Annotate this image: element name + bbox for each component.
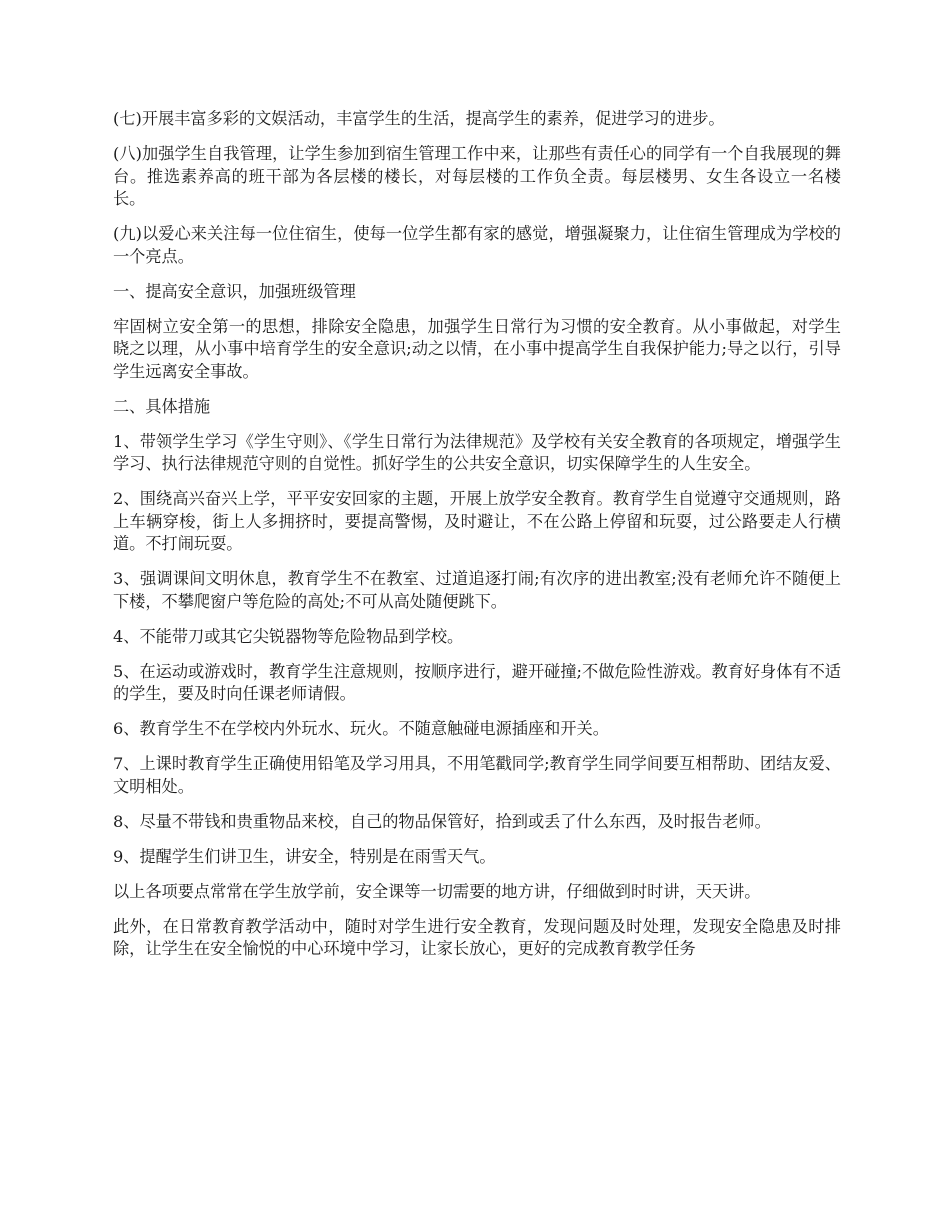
measure-item-7: 7、上课时教育学生正确使用铅笔及学习用具，不用笔戳同学;教育学生同学间要互相帮助、团结友爱、文明相处。 (113, 754, 841, 796)
measure-item-1: 1、带领学生学习《学生守则》、《学生日常行为法律规范》及学校有关安全教育的各项规定，增强学生学习、执行法律规范守则的自觉性。抓好学生的公共安全意识，切实保障学生的人生安全。 (113, 431, 841, 473)
section-heading-measures: 二、具体措施 (113, 396, 211, 416)
paragraph-item-7: (七)开展丰富多彩的文娱活动，丰富学生的生活，提高学生的素养，促进学习的进步。 (113, 109, 725, 128)
measure-item-5: 5、在运动或游戏时，教育学生注意规则，按顺序进行，避开碰撞;不做危险性游戏。教育好身体有不适的学生，要及时向任课老师请假。 (113, 661, 841, 703)
measure-item-9: 9、提醒学生们讲卫生，讲安全，特别是在雨雪天气。 (113, 846, 496, 866)
section-heading-safety: 一、提高安全意识，加强班级管理 (113, 281, 356, 301)
paragraph-summary: 以上各项要点常常在学生放学前，安全课等一切需要的地方讲，仔细做到时时讲，天天讲。 (113, 881, 761, 901)
document-body (113, 108, 841, 973)
measure-item-4: 4、不能带刀或其它尖锐器物等危险物品到学校。 (113, 626, 464, 646)
measure-item-3: 3、强调课间文明休息，教育学生不在教室、过道追逐打闹;有次序的进出教室;没有老师允许不随便上下楼，不攀爬窗户等危险的高处;不可从高处随便跳下。 (113, 569, 841, 611)
measure-item-6: 6、教育学生不在学校内外玩水、玩火。不随意触碰电源插座和开关。 (113, 719, 609, 738)
measure-item-8: 8、尽量不带钱和贵重物品来校，自己的物品保管好，拾到或丢了什么东西，及时报告老师。 (113, 811, 771, 831)
paragraph-conclusion: 此外，在日常教育教学活动中，随时对学生进行安全教育，发现问题及时处理，发现安全隐患及时排除，让学生在安全愉悦的中心环境中学习，让家长放心，更好的完成教育教学任务 (113, 916, 841, 958)
measure-item-2: 2、围绕高兴奋兴上学，平平安安回家的主题，开展上放学安全教育。教育学生自觉遵守交通规则，路上车辆穿梭，街上人多拥挤时，要提高警惕，及时避让，不在公路上停留和玩耍，过公路要走人行横道。不打闹玩耍。 (113, 489, 841, 553)
paragraph-item-8: (八)加强学生自我管理，让学生参加到宿生管理工作中来，让那些有责任心的同学有一个自我展现的舞台。推选素养高的班干部为各层楼的楼长，对每层楼的工作负全责。每层楼男、女生各设立一名楼长。 (113, 144, 841, 208)
paragraph-item-9: (九)以爱心来关注每一位住宿生，使每一位学生都有家的感觉，增强凝聚力，让住宿生管理成为学校的一个亮点。 (113, 224, 841, 266)
paragraph-safety-intro: 牢固树立安全第一的思想，排除安全隐患，加强学生日常行为习惯的安全教育。从小事做起，对学生晓之以理，从小事中培育学生的安全意识;动之以情，在小事中提高学生自我保护能力;导之以行，引导学生远离安全事故。 (113, 316, 841, 381)
